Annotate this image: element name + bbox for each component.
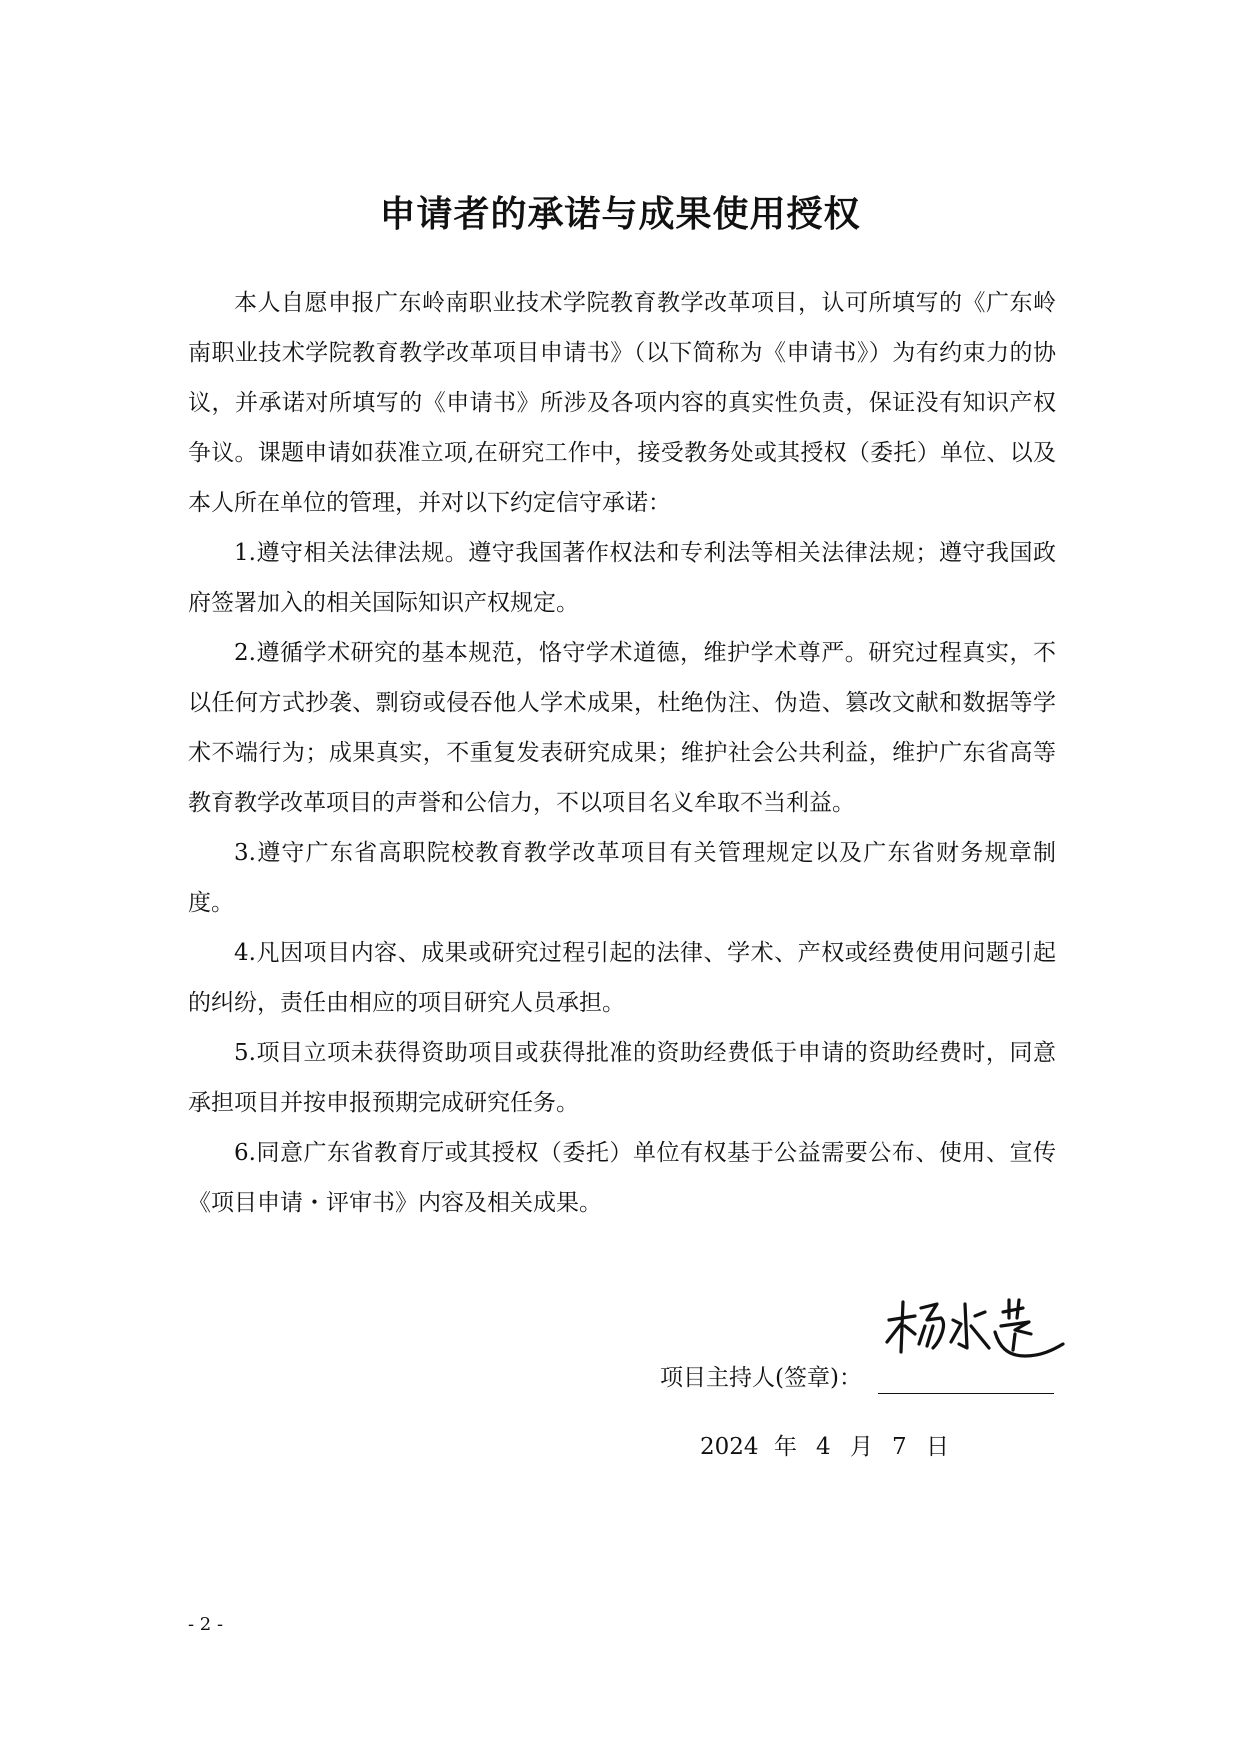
date-year: 2024 [700,1434,759,1460]
intro-paragraph: 本人自愿申报广东岭南职业技术学院教育教学改革项目，认可所填写的《广东岭南职业技术学院教育教学改革项目申请书》（以下简称为《申请书》）为有约束力的协议，并承诺对所填写的《申请书》所涉及各项内容的真实性负责，保证没有知识产权争议。课题申请如获准立项,在研究工作中，接受教务处或其授权（委托）单位、以及本人所在单位的管理，并对以下约定信守承诺： [188,290,1056,516]
commitment-item-3: 3.遵守广东省高职院校教育教学改革项目有关管理规定以及广东省财务规章制度。 [188,840,1056,916]
date-month: 4 [816,1434,831,1460]
commitment-item-4: 4.凡因项目内容、成果或研究过程引起的法律、学术、产权或经费使用问题引起的纠纷，责任由相应的项目研究人员承担。 [188,940,1056,1016]
signing-date [700,1428,968,1461]
signature-label: 项目主持人(签章)： [660,1365,862,1391]
date-day-unit: 日 [926,1434,949,1460]
date-year-unit: 年 [774,1434,797,1460]
date-day: 7 [892,1434,907,1460]
date-month-unit: 月 [850,1434,873,1460]
commitment-item-1: 1.遵守相关法律法规。遵守我国著作权法和专利法等相关法律法规；遵守我国政府签署加入的相关国际知识产权规定。 [188,540,1056,616]
handwritten-signature [875,1290,1065,1370]
document-title: 申请者的承诺与成果使用授权 [379,194,861,235]
page-number: - 2 - [188,1614,224,1635]
signature-line [878,1393,1054,1394]
commitment-item-5: 5.项目立项未获得资助项目或获得批准的资助经费低于申请的资助经费时，同意承担项目并按申报预期完成研究任务。 [188,1040,1056,1116]
commitment-item-6: 6.同意广东省教育厅或其授权（委托）单位有权基于公益需要公布、使用、宣传《项目申请・评审书》内容及相关成果。 [188,1140,1056,1216]
commitment-item-2: 2.遵循学术研究的基本规范，恪守学术道德，维护学术尊严。研究过程真实，不以任何方式抄袭、剽窃或侵吞他人学术成果，杜绝伪注、伪造、篡改文献和数据等学术不端行为；成果真实，不重复发表研究成果；维护社会公共利益，维护广东省高等教育教学改革项目的声誉和公信力，不以项目名义牟取不当利益。 [188,640,1056,816]
signature-block [660,1340,1060,1400]
document-body [188,278,1056,1228]
